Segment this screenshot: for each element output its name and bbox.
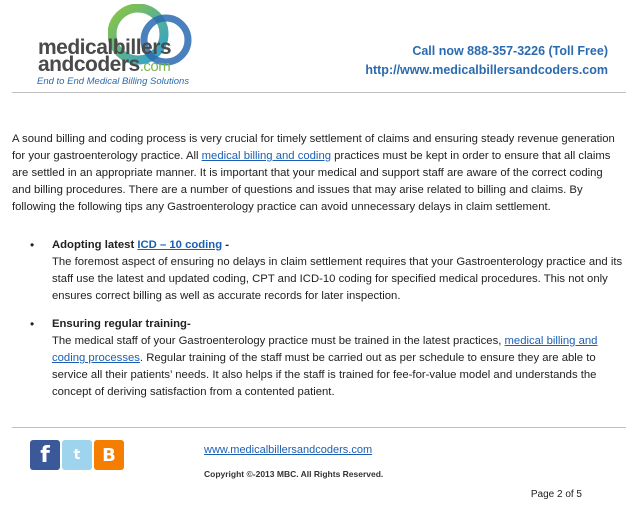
header-url[interactable]: http://www.medicalbillersandcoders.com — [365, 63, 608, 77]
medical-billing-coding-link[interactable]: medical billing and coding — [201, 150, 332, 162]
intro-paragraph: A sound billing and coding process is very crucial for timely settlement of claims and ensuring steady revenue generation for your gastroenterology practice. All medical billing and coding practices must be kept in order to ensure that all claims are settled in an appropriate manner. It is important that your medical and support staff are aware of the correct coding and billing procedures. There are a number of questions and issues that may arise related to billing and claims. By following the following tips any Gastroenterology practice can avoid unnecessary delays in claim settlement. — [12, 133, 615, 213]
tips-list — [30, 237, 626, 412]
page-number: Page 2 of 5 — [530, 489, 582, 500]
list-item-body: The medical staff of your Gastroenterology practice must be trained in the latest practices, medical billing and coding processes. Regular training of the staff must be carried out as per schedule to ensure they are able to service all their patients’ needs. It also helps if the staff is trained for fee-for-value model and understands the concept of deriving satisfaction from a contented patient. — [52, 335, 598, 398]
list-item-body: The foremost aspect of ensuring no delays in claim settlement requires that your Gastroenterology practice and its staff use the latest and updated coding, CPT and ICD-10 coding for specified medical procedures. This not only ensures correct billing as well as accurate records for later inspection. — [52, 256, 623, 302]
social-links — [30, 440, 124, 470]
footer-divider — [12, 427, 626, 428]
icd10-coding-link[interactable]: ICD – 10 coding — [137, 239, 223, 251]
tagline: End to End Medical Billing Solutions — [37, 76, 190, 87]
blogger-icon[interactable]: B — [94, 440, 124, 470]
list-item-heading: Ensuring regular training- — [52, 318, 191, 330]
bullet-icon: • — [30, 317, 35, 331]
list-item: • Adopting latest ICD – 10 coding - The foremost aspect of ensuring no delays in claim settlement requires that your Gastroenterology practice and its staff use the latest and updated coding, CPT and ICD-10 coding for specified medical procedures. This not only ensures correct billing as well as accurate records for later inspection. — [30, 237, 626, 305]
billing-coding-processes-link[interactable]: medical billing and coding processes — [52, 335, 598, 364]
contact-block — [365, 42, 608, 80]
list-item — [30, 316, 626, 401]
footer-site-link[interactable]: www.medicalbillersandcoders.com — [204, 444, 373, 456]
bullet-icon: • — [30, 238, 35, 252]
copyright: Copyright ©-2013 MBC. All Rights Reserved. — [204, 469, 384, 479]
call-number: Call now 888-357-3226 (Toll Free) — [412, 44, 608, 58]
header-divider — [12, 92, 626, 93]
logo-wordmark[interactable]: medicalbillers andcoders.com — [38, 36, 172, 76]
twitter-icon[interactable]: t — [62, 440, 92, 470]
facebook-icon[interactable]: f — [30, 440, 60, 470]
